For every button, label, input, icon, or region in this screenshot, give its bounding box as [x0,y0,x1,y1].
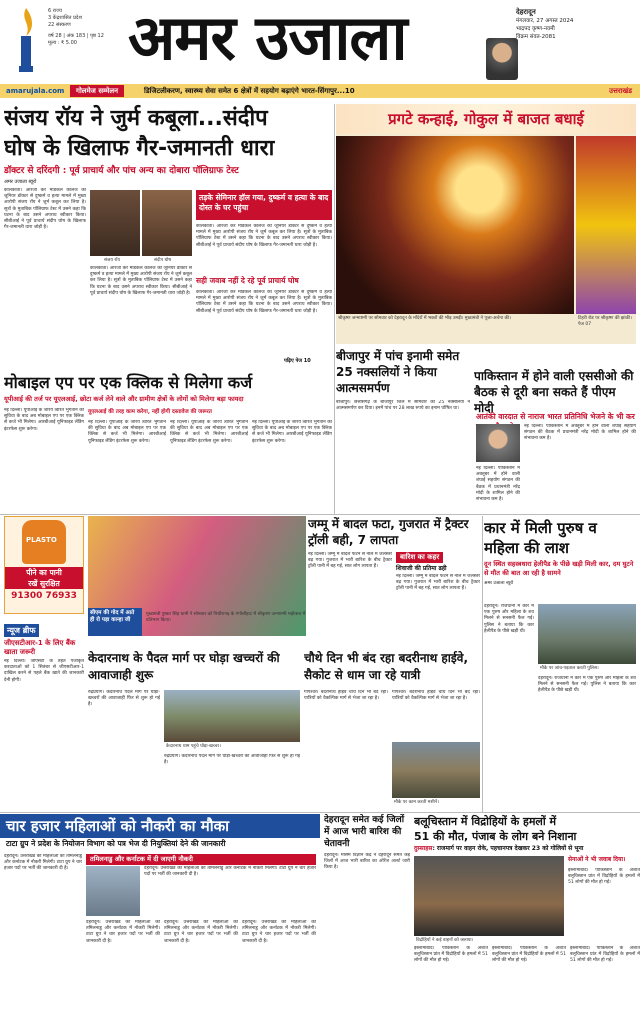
cm-photo-inset: सीएम की गोद में आते ही रो पड़ा कान्हा जी [88,608,142,636]
lead-photo-2 [142,190,192,256]
site-link[interactable]: amarujala.com [6,87,65,95]
janmashtami-inset-photo [576,136,636,314]
ad-line-2: रखें सुरक्षित [5,578,83,589]
janmashtami-feature [336,104,636,344]
badrinath-headline[interactable]: चौथे दिन भी बंद रहा बदरीनाथ हाईवे, सैकोट से धाम जा रहे यात्री [304,651,469,682]
balochistan-body: इस्लामाबाद। पाकिस्तान के अशांत बलूचिस्तान प्रांत में विद्रोहियों के हमलों में 51 लोगों की मौत हो गई। [414,946,488,964]
car-headline[interactable]: कार में मिली पुरुष व महिला की लाश [484,519,597,557]
jobs-story [0,814,320,1017]
cm-photo-caption: मुख्यमंत्री पुष्कर सिंह धामी ने सोमवार को पिथौरागढ़ के गंगोलीहाट में श्रीकृष्ण जन्माष्टमी महोत्सव में प्रतिभाग किया। [146,612,306,623]
lead-photo-caption-2: संदीप घोष [154,258,172,263]
kedarnath-body-2: रुद्रप्रयाग। केदारनाथ पैदल मार्ग पर घोड़ा-खच्चरों की आवाजाही फिर से शुरू हो गई है। [164,754,300,766]
car-bodies-story [484,518,636,836]
divider [334,104,335,514]
lead-page-ref[interactable]: पढ़िए पेज 10 [284,358,311,364]
news-briefs [4,618,84,810]
naxal-body: बीजापुर। छत्तीसगढ़ के बीजापुर जिले में सोमवार को 25 नक्सलियों ने आत्मसमर्पण कर दिया। इनमें पांच पर 28 लाख रुपये का इनाम घोषित था। [336,400,470,412]
lead-photo-1 [90,190,140,256]
jobs-photo [86,866,140,916]
janmashtami-banner [336,104,636,134]
sco-body: नई दिल्ली। पाकिस्तान में अक्तूबर में होने वाली शंघाई सहयोग संगठन की बैठक में प्रधानमंत्री नरेंद्र मोदी के शामिल होने की संभावना कम है। [524,424,636,442]
lead-side-body: कोलकाता। आरजी कर मेडिकल कॉलेज की जूनियर डॉक्टर से दुष्कर्म व हत्या मामले में मुख्य आरोपी संजय रॉय ने जुर्म कबूल कर लिया है। सूत्रों के मुताबिक पॉलिग्राफ टेस्ट में उसने कहा कि घटना के बाद उसने अपराध स्वीकार किया। सीबीआई ने पूर्व प्राचार्य संदीप घोष के खिलाफ गैर-जमानती धारा जोड़ी है। [196,224,332,248]
lead-body: कोलकाता। आरजी कर मेडिकल कॉलेज की जूनियर डॉक्टर से दुष्कर्म व हत्या मामले में मुख्य आरोपी संजय रॉय ने जुर्म कबूल कर लिया है। सूत्रों के मुताबिक पॉलिग्राफ टेस्ट में उसने कहा कि घटना के बाद उसने अपराध स्वीकार किया। सीबीआई ने पूर्व प्राचार्य संदीप घोष के खिलाफ गैर-जमानती धारा जोड़ी है। [4,188,86,231]
kedarnath-story [88,650,300,812]
upi-inset-body: नई दिल्ली। यूपीआई के जरिये त्वरित भुगतान की सुविधा के बाद अब मोबाइल एप पर एक क्लिक से कर्ज भी मिलेगा। आरबीआई यूनिफाइड लेंडिंग इंटरफेस शुरू करेगा। [88,420,166,444]
region-label: उत्तराखंड [609,87,632,95]
kedarnath-photo [164,690,300,742]
badrinath-story [304,650,480,812]
divider [0,812,640,813]
janmashtami-photo [336,136,574,314]
ad-brand: PLASTO [26,536,57,544]
rain-sub: शिवाजी की प्रतिमा ढही [396,565,447,572]
car-photo [538,604,636,664]
janmashtami-caption: श्रीकृष्ण जन्माष्टमी पर सोमवार को देहरादून के मंदिरों में भक्तों की भीड़ उमड़ी। मुख्यमंत्री ने पूजा-अर्चना की। [338,316,511,321]
lead-photo-caption-1: संजय रॉय [104,258,121,263]
jobs-headline[interactable]: चार हजार महिलाओं को नौकरी का मौका [6,817,230,835]
car-byline: अमर उजाला ब्यूरो [484,581,514,586]
janmashtami-caption-2: टिहरी रोड पर श्रीकृष्ण की झांकी। पेज 07 [578,316,632,327]
sco-headline[interactable]: पाकिस्तान में होने वाली एससीओ की बैठक से दूरी बना सकते हैं पीएम मोदी [474,369,634,415]
ad-line-1: पीने का पानी [5,567,83,578]
ad-tank-image [22,520,66,564]
balochistan-tag: दुस्साहस [414,845,433,852]
balochistan-side-note: सेनाओं ने भी जवाब दिया। [568,856,626,863]
upi-inset-body-2: नई दिल्ली। यूपीआई के जरिये त्वरित भुगतान की सुविधा के बाद अब मोबाइल एप पर एक क्लिक से कर्ज भी मिलेगा। आरबीआई यूनिफाइड लेंडिंग इंटरफेस शुरू करेगा। [170,420,248,444]
balochistan-body-2: इस्लामाबाद। पाकिस्तान के अशांत बलूचिस्तान प्रांत में विद्रोहियों के हमलों में 51 लोगों की मौत हो गई। [492,946,566,964]
janmashtami-headline[interactable]: प्रगटे कन्हाई, गोकुल में बाजत बधाई [388,110,584,128]
nav-headline[interactable]: डिजिटलीकरण, स्वास्थ्य सेवा समेत 6 क्षेत्रों में सहयोग बढ़ाएंगे भारत-सिंगापुर...10 [144,87,355,95]
lead-byline: अमर उजाला ब्यूरो [4,179,37,185]
jobs-body-3: देहरादून। उत्तराखंड की महिलाओं को तमिलनाडु और कर्नाटक में नौकरी मिलेगी। टाटा ग्रुप ने चार हजार पदों पर भर्ती की जानकारी दी है। [164,920,238,944]
lead-story [4,104,332,368]
rain-alert-story [324,814,410,1017]
news-brief-headline[interactable]: जीएसटीआर-1 के लिए बैंक खाता जरूरी [4,639,76,656]
car-body-2: देहरादून। राजधानी में कार में एक पुरुष और महिला के शव मिलने से सनसनी फैल गई। पुलिस ने बताया कि कार हेलीपैड के पीछे खड़ी थी। [538,676,636,694]
lead-headline-2[interactable]: घोष के खिलाफ गैर-जमानती धारा [4,136,275,161]
divider [0,514,640,515]
jobs-subhead: टाटा ग्रुप ने प्रदेश के नियोजन विभाग को पत्र भेज दी नियुक्तियां देने की जानकारी [6,839,226,848]
jobs-headline-bar [0,814,320,838]
jobs-body-2: देहरादून। उत्तराखंड की महिलाओं को तमिलनाडु और कर्नाटक में नौकरी मिलेगी। टाटा ग्रुप ने चार हजार पदों पर भर्ती की जानकारी दी है। [86,920,160,944]
car-body: देहरादून। राजधानी में कार में एक पुरुष और महिला के शव मिलने से सनसनी फैल गई। पुलिस ने बताया कि कार हेलीपैड के पीछे खड़ी थी। [484,604,534,634]
modi-photo [476,424,520,462]
upi-story [4,372,332,512]
ear-right-info: देहरादून मंगलवार, 27 अगस्त 2024 भाद्रपद कृष्ण-नवमी विक्रम संवत-2081 [516,8,574,40]
naxal-story [336,348,470,518]
badrinath-photo [392,742,480,798]
divider [482,516,483,812]
kedarnath-caption: केदारनाथ धाम पहुंचे घोड़ा-खच्चर। [166,744,221,749]
rain-tag: बारिश का कहर [396,552,443,563]
car-subhead: दून स्थित सहस्त्रधारा हेलीपैड के पीछे खड़ी मिली कार, दम घुटने से मौत की बात आ रही है सामने [484,560,634,577]
masthead-title: अमर उजाला [128,1,407,74]
jobs-body-4: देहरादून। उत्तराखंड की महिलाओं को तमिलनाडु और कर्नाटक में नौकरी मिलेगी। टाटा ग्रुप ने चार हजार पदों पर भर्ती की जानकारी दी है। [242,920,316,944]
lead-headline-1[interactable]: संजय रॉय ने जुर्म कबूला...संदीप [4,106,268,131]
balochistan-caption: विद्रोहियों ने कई वाहनों को जलाया। [416,938,474,943]
jammu-rain-story [308,516,480,648]
upi-inset-body-3: नई दिल्ली। यूपीआई के जरिये त्वरित भुगतान की सुविधा के बाद अब मोबाइल एप पर एक क्लिक से कर्ज भी मिलेगा। आरबीआई यूनिफाइड लेंडिंग इंटरफेस शुरू करेगा। [252,420,332,444]
jammu-headline[interactable]: जम्मू में बादल फटा, गुजरात में ट्रैक्टर ट्रॉली बही, 7 लापता [308,517,469,547]
upi-subhead: यूपीआई की तर्ज पर यूएलआई, छोटा कर्ज लेने वाले और ग्रामीण क्षेत्रों के लोगों को मिलेगा बड़ा फायदा [4,395,244,403]
ad-phone[interactable]: 91300 76933 [11,591,77,601]
badrinath-caption: मौके पर काम करती मशीनें। [394,800,439,805]
lead-side-box: तड़के सेमिनार हॉल गया, दुष्कर्म व हत्या के बाद दोस्त के घर पहुंचा [196,190,332,220]
balochistan-subhead: दुस्साहस: राजमार्ग पर वाहन रोके, पहचानपत्र देखकर 23 को गोलियों से भूना [414,845,584,852]
badrinath-body-2: गोपेश्वर। बदरीनाथ हाईवे चौथे दिन भी बंद रहा। यात्रियों को वैकल्पिक मार्ग से भेजा जा रहा है। [392,690,480,702]
badrinath-body: गोपेश्वर। बदरीनाथ हाईवे चौथे दिन भी बंद रहा। यात्रियों को वैकल्पिक मार्ग से भेजा जा रहा है। [304,690,388,702]
section-tag: गोलमेज सम्मेलन [70,85,124,97]
rain-body: नई दिल्ली। जम्मू में बादल फटने से नाले में जलस्तर बढ़ गया। गुजरात में भारी बारिश के बीच ट्रैक्टर ट्रॉली पानी में बह गई, सात लोग लापता हैं। [396,574,480,592]
lead-col-body: कोलकाता। आरजी कर मेडिकल कॉलेज की जूनियर डॉक्टर से दुष्कर्म व हत्या मामले में मुख्य आरोपी संजय रॉय ने जुर्म कबूल कर लिया है। सूत्रों के मुताबिक पॉलिग्राफ टेस्ट में उसने कहा कि घटना के बाद उसने अपराध स्वीकार किया। सीबीआई ने पूर्व प्राचार्य संदीप घोष के खिलाफ गैर-जमानती धारा जोड़ी है। [90,266,192,296]
kedarnath-body: रुद्रप्रयाग। केदारनाथ पैदल मार्ग पर घोड़ा-खच्चरों की आवाजाही फिर से शुरू हो गई है। [88,690,160,708]
balochistan-headline-1[interactable]: बलूचिस्तान में विद्रोहियों के हमलों में [414,815,557,828]
ear-left-info: 6 राज्य 3 केंद्रशासित प्रदेश 22 संस्करण वर्ष 28 | अंक 183 | पृष्ठ 12 मूल्य : ₹ 5.00 [48,8,104,46]
balochistan-photo [414,856,564,936]
naxal-headline[interactable]: बीजापुर में पांच इनामी समेत 25 नक्सलियों ने किया आत्मसमर्पण [336,349,460,395]
balochistan-story [414,814,640,1017]
sco-subhead: आतंकी वारदात से नाराज भारत प्रतिनिधि भेजने के भी कर [476,412,635,421]
upi-body: नई दिल्ली। यूपीआई के जरिये त्वरित भुगतान की सुविधा के बाद अब मोबाइल एप पर एक क्लिक से कर्ज भी मिलेगा। आरबीआई यूनिफाइड लेंडिंग इंटरफेस शुरू करेगा। [4,408,84,432]
balochistan-headline-2[interactable]: 51 की मौत, पंजाब के लोग बने निशाना [414,830,577,843]
rain-alert-headline[interactable]: देहरादून समेत कई जिलों में आज भारी बारिश की चेतावनी [324,815,405,849]
jammu-body: नई दिल्ली। जम्मू में बादल फटने से नाले में जलस्तर बढ़ गया। गुजरात में भारी बारिश के बीच ट्रैक्टर ट्रॉली पानी में बह गई, सात लोग लापता हैं। [308,552,392,570]
lead-subhead: डॉक्टर से दरिंदगी : पूर्व प्राचार्य और पांच अन्य का दोबारा पॉलिग्राफ टेस्ट [4,166,239,176]
pm-photo [486,38,518,80]
jobs-inset-body: देहरादून। उत्तराखंड की महिलाओं को तमिलनाडु और कर्नाटक में नौकरी मिलेगी। टाटा ग्रुप ने चार हजार पदों पर भर्ती की जानकारी दी है। [144,866,316,878]
lead-side-body-2: कोलकाता। आरजी कर मेडिकल कॉलेज की जूनियर डॉक्टर से दुष्कर्म व हत्या मामले में मुख्य आरोपी संजय रॉय ने जुर्म कबूल कर लिया है। सूत्रों के मुताबिक पॉलिग्राफ टेस्ट में उसने कहा कि घटना के बाद उसने अपराध स्वीकार किया। सीबीआई ने पूर्व प्राचार्य संदीप घोष के खिलाफ गैर-जमानती धारा जोड़ी है। [196,290,332,314]
news-brief-tag: न्यूज ब्रीफ [4,624,39,637]
upi-headline[interactable]: मोबाइल एप पर एक क्लिक से मिलेगा कर्ज [4,373,253,392]
torch-logo-icon [12,6,40,74]
news-brief-body: नई दिल्ली। जीएसटी के तहत पंजीकृत करदाताओं को 1 सितंबर से जीएसटीआर-1 दाखिल करने से पहले बैंक खाते की जानकारी देनी होगी। [4,659,84,683]
nav-strip [0,84,640,98]
plasto-ad[interactable] [4,516,84,614]
lead-side-head-2: सही जवाब नहीं दे रहे पूर्व प्राचार्य घोष [196,276,299,285]
rain-alert-body: देहरादून। मौसम विज्ञान केंद्र ने देहरादून समेत कई जिलों में आज भारी बारिश का ऑरेंज अलर्ट जारी किया है। [324,853,410,871]
sco-body-2: नई दिल्ली। पाकिस्तान में अक्तूबर में होने वाली शंघाई सहयोग संगठन की बैठक में प्रधानमंत्री नरेंद्र मोदी के शामिल होने की संभावना कम है। [476,466,520,503]
jobs-body: देहरादून। उत्तराखंड की महिलाओं को तमिलनाडु और कर्नाटक में नौकरी मिलेगी। टाटा ग्रुप ने चार हजार पदों पर भर्ती की जानकारी दी है। [4,854,82,872]
balochistan-side-body: इस्लामाबाद। पाकिस्तान के अशांत बलूचिस्तान प्रांत में विद्रोहियों के हमलों में 51 लोगों की मौत हो गई। [568,868,640,886]
upi-inset-head: यूएलआई की तरह काम करेगा, नहीं होगी दस्तावेज की जरूरत [88,409,212,415]
kedarnath-headline[interactable]: केदारनाथ के पैदल मार्ग पर घोड़ा खच्चरों की आवाजाही शुरू [88,651,280,682]
car-photo-caption: मौके पर जांच-पड़ताल करती पुलिस। [540,666,599,671]
jobs-inset-head: तमिलनाडु और कर्नाटक में दी जाएगी नौकरी [86,854,316,865]
balochistan-body-3: इस्लामाबाद। पाकिस्तान के अशांत बलूचिस्तान प्रांत में विद्रोहियों के हमलों में 51 लोगों की मौत हो गई। [570,946,640,964]
masthead [0,0,640,82]
